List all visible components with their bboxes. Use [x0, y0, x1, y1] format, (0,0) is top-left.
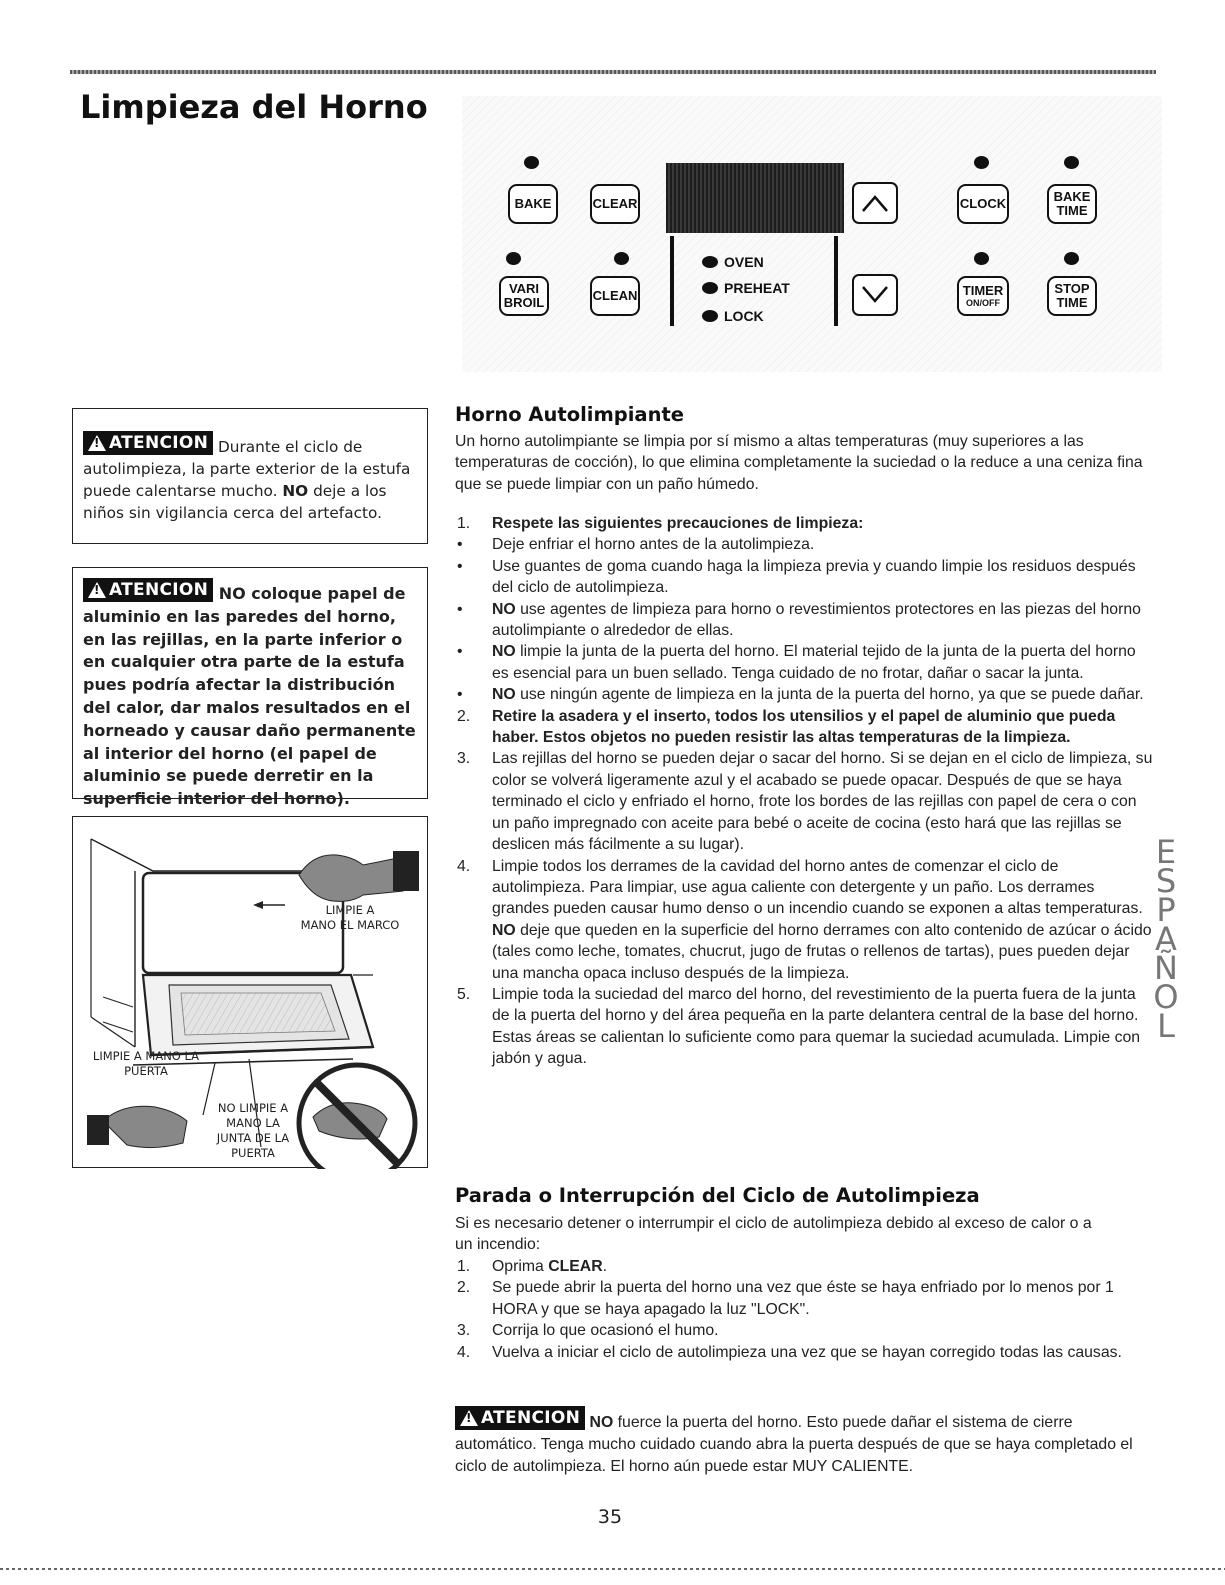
list-text: Retire la asadera y el inserto, todos los utensilios y el papel de aluminio que pueda haber. Estos objetos no pueden resistir las altas temperaturas de la limpieza.: [492, 707, 1116, 747]
warning-box-aluminum-foil: [72, 567, 428, 809]
figure-label-frame: [285, 903, 415, 933]
list-text: Limpie toda la suciedad del marco del horno, del revestimiento de la puerta fuera de la junta de la puerta del horno y del área pequeña en la parte delantera central de la base del horno. Estas áreas se calientan lo suficiente como para quemar la suciedad acumulada. Limpie con jabón y agua.: [492, 985, 1141, 1068]
lock-indicator: [702, 308, 764, 324]
down-arrow-button: [852, 274, 898, 316]
label-text: NO LIMPIE A MANO LA JUNTA DE LA PUERTA: [216, 1101, 290, 1160]
list-number: 5.: [457, 985, 471, 1003]
list-number: 3.: [457, 750, 471, 768]
timer-label: TIMER: [962, 283, 1004, 298]
list-item: [455, 534, 1155, 555]
bullet-icon: •: [457, 600, 463, 618]
preheat-indicator: [702, 280, 790, 296]
display-screen: [666, 163, 844, 233]
stop-time-label: STOP: [1054, 281, 1090, 296]
list-number: 1.: [457, 515, 471, 532]
warning-badge: [455, 1406, 585, 1430]
indicator-light-icon: [702, 282, 718, 294]
lock-indicator-label: LOCK: [724, 308, 764, 324]
self-clean-steps: [455, 513, 1155, 1070]
up-arrow-button: [852, 182, 898, 224]
clean-button: [590, 276, 640, 316]
bake-button: [508, 184, 558, 224]
label-text: LIMPIE A MANO EL MARCO: [300, 903, 400, 932]
list-item: [455, 1320, 1155, 1341]
bullet-icon: •: [457, 557, 463, 575]
side-letter: E: [1155, 833, 1177, 871]
list-text: Se puede abrir la puerta del horno una vez que éste se haya enfriado por lo menos por 1 HORA y que se haya apagado la luz "LOCK".: [492, 1279, 1114, 1318]
up-arrow-icon: [860, 190, 890, 216]
list-item: [455, 706, 1155, 749]
list-item: [455, 556, 1155, 599]
figure-label-gasket: [193, 1101, 313, 1161]
section-heading-self-clean: Horno Autolimpiante: [455, 403, 685, 426]
vari-broil-label: BROIL: [503, 295, 545, 310]
warning-text: [83, 578, 419, 811]
list-text: Oprima: [492, 1258, 544, 1275]
section-intro: Si es necesario detener o interrumpir el ciclo de autolimpieza debido al exceso de calor o a un incendio:: [455, 1215, 1092, 1254]
list-number: 3.: [457, 1322, 471, 1340]
timer-button: [957, 276, 1009, 316]
panel-divider: [670, 236, 674, 326]
list-text: Deje enfriar el horno antes de la autolimpieza.: [492, 536, 815, 554]
clear-button: [590, 184, 640, 224]
bullet-icon: •: [457, 686, 463, 704]
list-text: Use guantes de goma cuando haga la limpieza previa y cuando limpie los residuos después del ciclo de autolimpieza.: [492, 557, 1136, 597]
list-emphasis: CLEAR: [548, 1258, 603, 1275]
led-indicator: [506, 252, 521, 265]
list-text: Las rejillas del horno se pueden dejar o sacar del horno. Si se dejan en el ciclo de limpieza, su color se volverá ligeramente azul y el acabado se puede opacar. Después de que se haya terminado el ciclo y enfriado el horno, frote los bordes de las rejillas con papel de cera o con un paño impregnado con aceite para bebé o aceite de cocina (esto hará que las rejillas se deslicen más fácilmente a su lugar).: [492, 750, 1153, 854]
list-emphasis: NO: [492, 643, 516, 661]
bullet-icon: •: [457, 643, 463, 661]
list-text: Limpie todos los derrames de la cavidad del horno antes de comenzar el ciclo de autolimpieza. Para limpiar, use agua caliente con detergente y un paño. Los derrames grandes pueden causar humo denso o un incendio cuando se exponen a altas temperaturas.: [492, 857, 1143, 918]
list-item: [455, 599, 1155, 642]
list-item: [455, 684, 1155, 705]
list-item: [455, 856, 1155, 984]
stop-cycle-steps: [455, 1256, 1155, 1363]
led-indicator: [614, 252, 629, 265]
list-text: use agentes de limpieza para horno o revestimientos protectores en las piezas del horno autolimpiante o alrededor de ellas.: [492, 600, 1141, 640]
list-number: 4.: [457, 857, 471, 875]
list-number: 2.: [457, 1279, 471, 1297]
stop-time-button: [1047, 276, 1097, 316]
warning-badge-label: ATENCION: [109, 433, 209, 453]
list-number: 2.: [457, 707, 471, 725]
list-item: [455, 1277, 1155, 1320]
label-text: LIMPIE A MANO LA PUERTA: [92, 1049, 200, 1078]
indicator-light-icon: [702, 256, 718, 268]
bottom-divider: [0, 1568, 1225, 1570]
warning-badge: [83, 431, 213, 455]
vari-broil-button: [499, 276, 549, 316]
list-number: 4.: [457, 1343, 471, 1361]
list-item: [455, 641, 1155, 684]
side-letter: P: [1156, 891, 1176, 929]
list-item: [455, 984, 1155, 1070]
oven-indicator: [702, 254, 764, 270]
warning-body: NO coloque papel de aluminio en las paredes del horno, en las rejillas, en la parte inferior o en cualquier otra parte de la estufa pues podría afectar la distribución del calor, dar malos resultados en el horneado y causar daño permanente al interior del horno (el papel de aluminio se puede derretir en la superficie interior del horno).: [83, 584, 416, 809]
list-emphasis: NO: [492, 921, 516, 939]
warning-triangle-icon: [88, 582, 106, 598]
clock-button: [957, 184, 1009, 224]
stop-time-label: TIME: [1056, 295, 1088, 310]
list-emphasis: NO: [492, 600, 516, 618]
warning-text: [83, 431, 417, 524]
bullet-icon: •: [457, 536, 463, 554]
led-indicator: [974, 156, 989, 169]
down-arrow-icon: [860, 282, 890, 308]
bake-time-button: [1047, 184, 1097, 224]
led-indicator: [1064, 252, 1079, 265]
list-text: Respete las siguientes precauciones de limpieza:: [492, 515, 864, 532]
list-item: [455, 513, 1155, 534]
panel-divider: [834, 236, 838, 326]
warning-emphasis: NO: [589, 1414, 614, 1431]
warning-emphasis: NO: [282, 482, 309, 500]
warning-badge-label: ATENCION: [481, 1408, 581, 1428]
side-letter: Ñ: [1154, 949, 1178, 987]
side-letter: S: [1155, 862, 1177, 900]
section-intro: Un horno autolimpiante se limpia por sí mismo a altas temperaturas (muy superiores a las temperaturas de cocción), lo que elimina completamente la suciedad o la reduce a una ceniza fina que se puede limpiar con un paño húmedo.: [455, 433, 1143, 493]
list-text: use ningún agente de limpieza en la junta de la puerta del horno, ya que se puede dañar.: [520, 686, 1144, 704]
list-text: Vuelva a iniciar el ciclo de autolimpieza una vez que se hayan corregido todas las causas.: [492, 1343, 1122, 1361]
warning-body: fuerce la puerta del horno. Esto puede dañar el sistema de cierre automático. Tenga mucho cuidado cuando abra la puerta después de que se haya completado el ciclo de autolimpieza. El horno aún puede estar MUY CALIENTE.: [455, 1414, 1133, 1475]
list-item: [455, 1256, 1155, 1277]
oven-indicator-label: OVEN: [724, 254, 764, 270]
list-text: Corrija lo que ocasionó el humo.: [492, 1322, 719, 1340]
list-emphasis: NO: [492, 686, 516, 704]
list-item: [455, 748, 1155, 855]
list-item: [455, 1342, 1155, 1363]
bake-label: BAKE: [514, 196, 552, 211]
led-indicator: [974, 252, 989, 265]
vari-broil-label: VARI: [508, 281, 540, 296]
led-indicator: [1064, 156, 1079, 169]
warning-box-exterior-heat: [72, 408, 428, 544]
timer-label: ON/OFF: [966, 298, 1000, 308]
list-text: limpie la junta de la puerta del horno. El material tejido de la junta de la puerta del horno es esencial para un buen sellado. Tenga cuidado de no frotar, dañar o sacar la junta.: [492, 643, 1136, 682]
page-title: Limpieza del Horno: [80, 88, 428, 126]
side-letter: O: [1153, 978, 1179, 1016]
list-number: 1.: [457, 1258, 471, 1275]
list-text: deje que queden en la superficie del horno derrames con alto contenido de azúcar o ácido (tales como leche, tomates, chucrut, jugo de frutas o rellenos de tartas), pues pueden dejar una mancha opaca incluso después de la limpieza.: [492, 921, 1152, 982]
warning-body: deje a los niños sin vigilancia cerca del artefacto.: [83, 482, 387, 522]
list-text: .: [602, 1258, 607, 1275]
section-heading-stop-cycle: Parada o Interrupción del Ciclo de Autolimpieza: [455, 1184, 980, 1207]
indicator-light-icon: [702, 310, 718, 322]
preheat-indicator-label: PREHEAT: [724, 280, 790, 296]
warning-triangle-icon: [460, 1410, 478, 1426]
control-panel-illustration: [462, 96, 1162, 372]
warning-door-force: [455, 1406, 1155, 1478]
side-letter: A: [1155, 920, 1177, 958]
clean-label: CLEAN: [592, 288, 638, 303]
oven-cleaning-figure: [72, 816, 428, 1168]
warning-badge: [83, 578, 213, 602]
top-divider: [70, 70, 1156, 74]
side-letter: L: [1157, 1007, 1175, 1045]
led-indicator: [524, 156, 539, 169]
warning-triangle-icon: [88, 435, 106, 451]
warning-badge-label: ATENCION: [109, 580, 209, 600]
clock-label: CLOCK: [959, 196, 1007, 211]
figure-label-door: [81, 1049, 211, 1079]
side-language-label: [1146, 833, 1186, 1045]
bake-time-label: TIME: [1056, 203, 1088, 218]
page-number: 35: [597, 1506, 623, 1528]
bake-time-label: BAKE: [1053, 189, 1091, 204]
warning-body: Durante el ciclo de autolimpieza, la parte exterior de la estufa puede calentarse mucho.: [83, 438, 411, 500]
clear-label: CLEAR: [592, 196, 638, 211]
